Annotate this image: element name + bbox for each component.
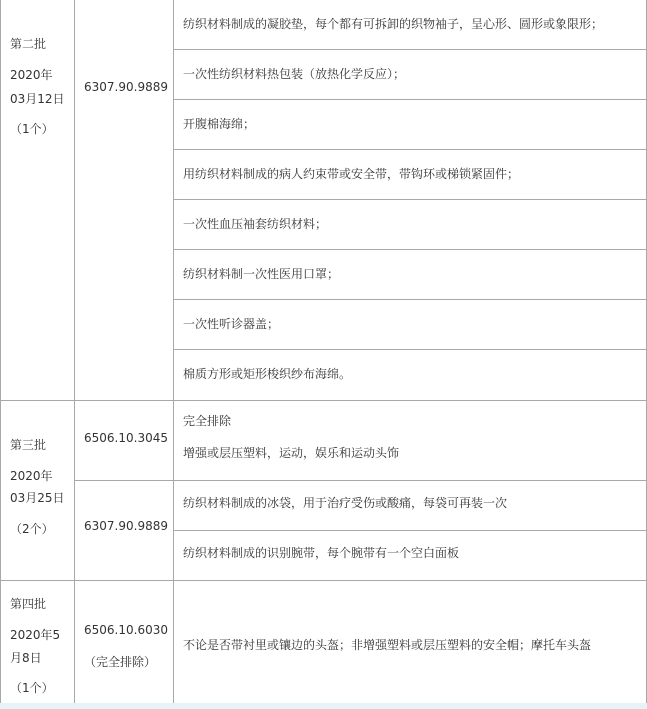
batch-name: 第三批: [10, 438, 47, 452]
batch-date: 2020年: [10, 68, 53, 82]
product-description: 棉质方形或矩形梭织纱布海绵。: [183, 367, 352, 381]
batch-name: 第四批: [10, 597, 47, 611]
batch-date: 2020年5: [10, 628, 61, 642]
hs-code: 6506.10.3045: [84, 431, 168, 445]
batch-date: 03月25日: [10, 491, 65, 505]
product-description: 纺织材料制一次性医用口罩；: [183, 267, 340, 281]
batch-name: 第二批: [10, 37, 47, 51]
product-description: 开腹棉海绵；: [183, 117, 256, 131]
hs-code: 6307.90.9889: [84, 519, 168, 533]
batch-date: 2020年: [10, 469, 53, 483]
product-description: 一次性血压袖套纺织材料；: [183, 217, 328, 231]
exclusion-label: 完全排除: [183, 414, 232, 428]
product-description: 纺织材料制成的识别腕带，每个腕带有一个空白面板: [183, 546, 460, 560]
batch-date: 月8日: [10, 651, 42, 665]
product-description: 纺织材料制成的凝胶垫，每个都有可拆卸的织物袖子，呈心形、圆形或象限形；: [183, 17, 604, 31]
batch-count: （2个）: [10, 522, 54, 536]
hs-code: 6307.90.9889: [84, 80, 168, 94]
product-description: 一次性听诊器盖；: [183, 317, 280, 331]
batch-count: （1个）: [10, 681, 54, 695]
product-description: 增强或层压塑料，运动，娱乐和运动头饰: [183, 446, 400, 460]
batch-date: 03月12日: [10, 92, 65, 106]
product-description: 一次性纺织材料热包装（放热化学反应）；: [183, 67, 406, 81]
product-description: 用纺织材料制成的病人约束带或安全带，带钩环或梯锁紧固件；: [183, 167, 520, 181]
product-description: 不论是否带衬里或镶边的头盔；非增强塑料或层压塑料的安全帽；摩托车头盔: [183, 638, 592, 652]
product-description: 纺织材料制成的冰袋，用于治疗受伤或酸痛，每袋可再装一次: [183, 496, 508, 510]
exclusion-note: （完全排除）: [84, 655, 157, 669]
batch-count: （1个）: [10, 122, 54, 136]
hs-code: 6506.10.6030: [84, 623, 168, 637]
page-footer-strip: [0, 703, 647, 709]
